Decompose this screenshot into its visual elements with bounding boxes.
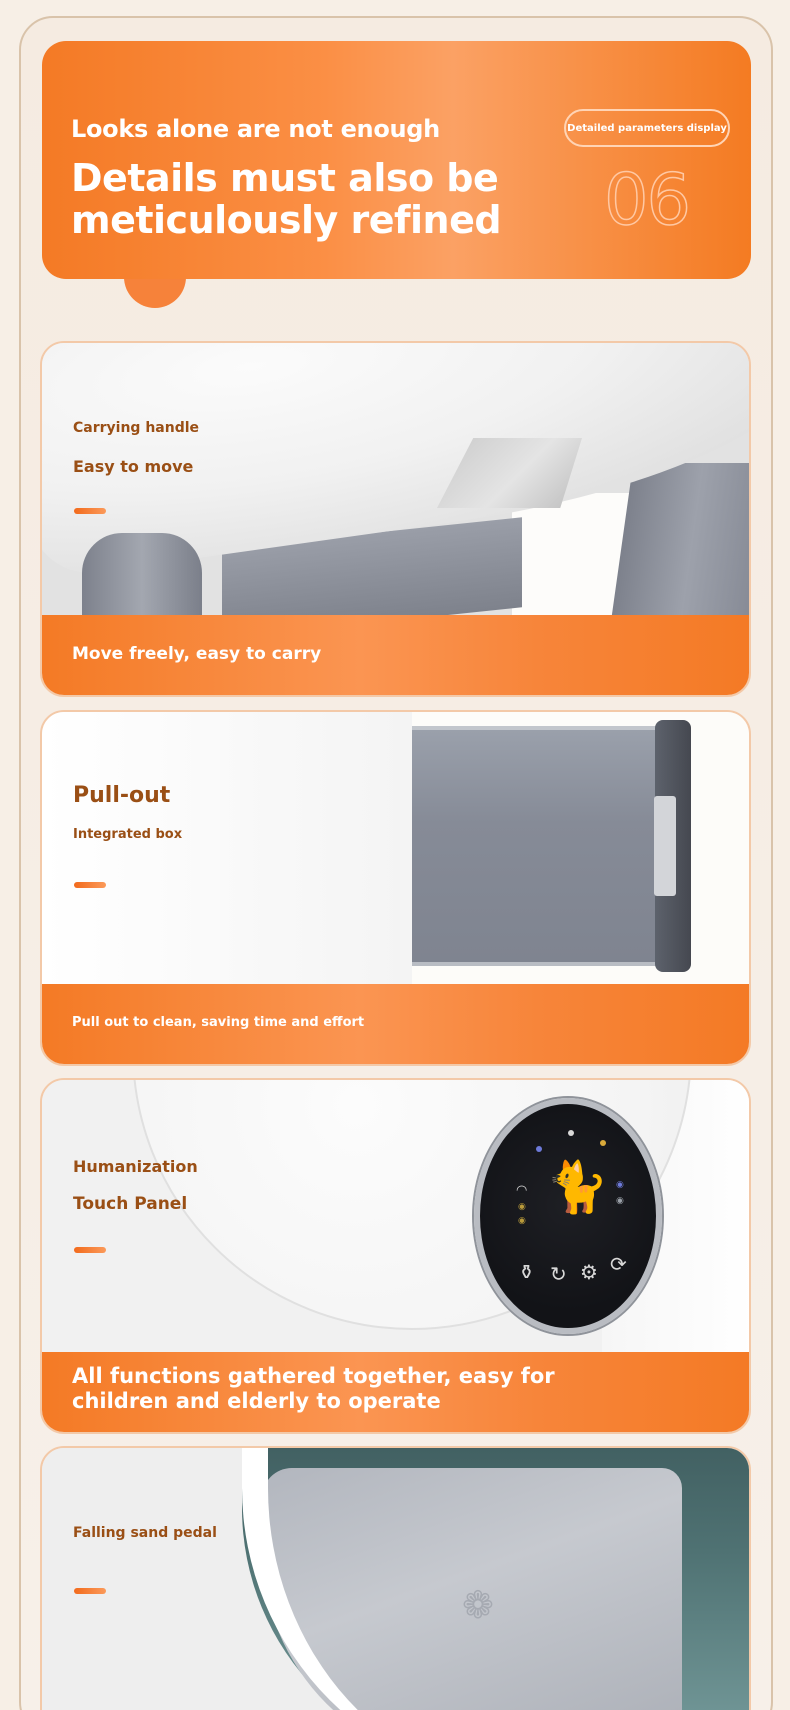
feature-card-falling-sand-pedal (40, 1446, 751, 1710)
drawer-handle (654, 796, 676, 896)
detailed-parameters-pill: Detailed parameters display (564, 109, 730, 147)
feature-label: Humanization (73, 1157, 198, 1176)
carrying-handle-photo (42, 343, 749, 615)
section-number: 06 (604, 159, 690, 241)
caption-band (42, 615, 749, 697)
feature-sublabel: Integrated box (73, 827, 183, 842)
feature-label: Pull-out (73, 783, 171, 808)
caption-text: Move freely, easy to carry (72, 644, 322, 664)
accent-dash (74, 1588, 106, 1594)
accent-dash (74, 508, 106, 514)
caption-text: All functions gathered together, easy for children and elderly to operate (72, 1364, 555, 1413)
header-eyebrow: Looks alone are not enough (71, 115, 440, 143)
feature-card-carrying-handle (40, 341, 751, 697)
drawer-box (412, 726, 662, 966)
header-banner (42, 41, 751, 279)
header-title: Details must also be meticulously refined (71, 156, 502, 242)
pull-out-box-photo (42, 712, 749, 984)
paw-icon: ❁ (462, 1583, 494, 1627)
reset-icon[interactable]: ↻ (550, 1262, 567, 1286)
wifi-icon: ◠ (516, 1183, 528, 1198)
broom-icon[interactable]: ⚱ (518, 1260, 535, 1284)
feature-label: Carrying handle (73, 420, 200, 436)
cat-icon: 🐈 (546, 1158, 609, 1216)
feature-sublabel: Easy to move (73, 457, 194, 476)
touch-panel-photo (42, 1080, 749, 1352)
gear-icon[interactable]: ⚙ (580, 1260, 598, 1284)
caption-band (42, 984, 749, 1066)
feature-card-touch-panel (40, 1078, 751, 1434)
caption-band (42, 1352, 749, 1434)
feature-label: Falling sand pedal (73, 1525, 217, 1541)
touch-panel: ◠ ◉ ◉ 🐈 ◉ ◉ ⚱ ↻ ⚙ ⟳ (474, 1098, 662, 1334)
caption-text: Pull out to clean, saving time and effort (72, 1015, 365, 1030)
feature-sublabel: Touch Panel (73, 1194, 188, 1214)
cycle-icon[interactable]: ⟳ (610, 1252, 627, 1276)
accent-dash (74, 1247, 106, 1253)
accent-dash (74, 882, 106, 888)
falling-sand-pedal-photo (42, 1448, 749, 1710)
feature-card-pull-out (40, 710, 751, 1066)
